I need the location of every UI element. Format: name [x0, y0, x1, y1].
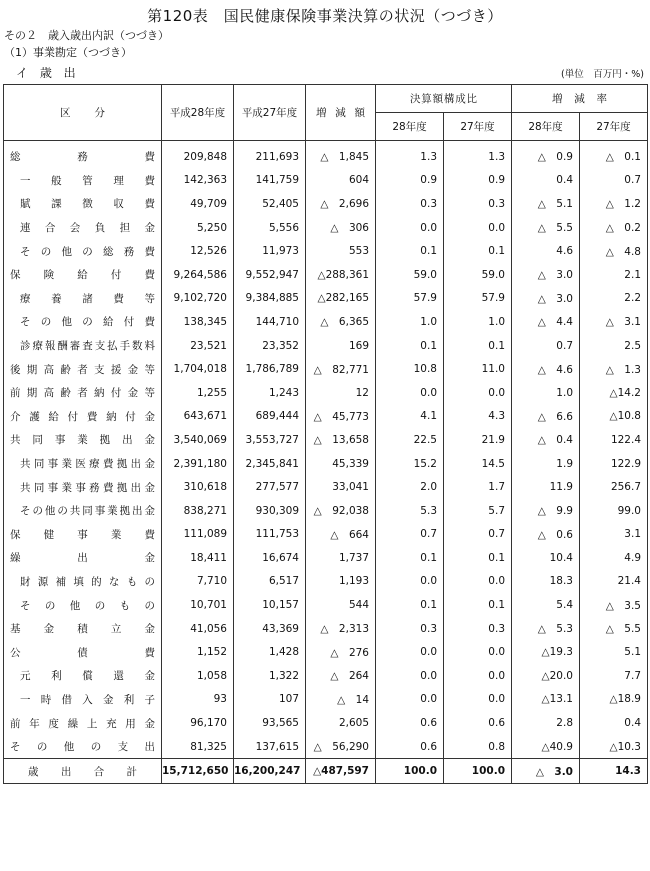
unit-note: (単位 百万円・%) [561, 69, 644, 80]
total-row [4, 759, 648, 784]
cell-diff: 544 [306, 593, 376, 617]
cell-v27: 5,556 [234, 216, 306, 240]
header-composition: 決算額構成比 [376, 85, 512, 113]
cell-diff: △282,165 [306, 287, 376, 311]
cell-diff: △ 664 [306, 523, 376, 547]
cell-v28: 93 [162, 688, 234, 712]
cell-v27: 689,444 [234, 405, 306, 429]
table-row [4, 357, 648, 381]
table-row [4, 428, 648, 452]
expenditure-table [3, 84, 648, 784]
row-label: 繰出金 [4, 546, 162, 570]
header-rate-28: 28年度 [512, 113, 580, 141]
cell-c28: 0.0 [376, 216, 444, 240]
table-row [4, 523, 648, 547]
row-label: 財源補填的なもの [4, 570, 162, 594]
total-cell-diff: △487,597 [306, 759, 376, 784]
cell-r28: 1.0 [512, 381, 580, 405]
table-row [4, 310, 648, 334]
header-change: 増減額 [306, 85, 376, 141]
cell-v27: 1,322 [234, 664, 306, 688]
cell-c28: 0.0 [376, 640, 444, 664]
cell-c28: 5.3 [376, 499, 444, 523]
cell-v28: 49,709 [162, 192, 234, 216]
row-label: その他の共同事業拠出金 [4, 499, 162, 523]
cell-c27: 1.3 [444, 141, 512, 169]
cell-v28: 1,704,018 [162, 357, 234, 381]
header-comp-27: 27年度 [444, 113, 512, 141]
cell-c27: 0.7 [444, 523, 512, 547]
cell-c27: 1.7 [444, 475, 512, 499]
cell-v27: 111,753 [234, 523, 306, 547]
header-rate: 増減率 [512, 85, 648, 113]
cell-c28: 57.9 [376, 287, 444, 311]
table-row [4, 735, 648, 759]
cell-c27: 0.6 [444, 711, 512, 735]
cell-diff: △288,361 [306, 263, 376, 287]
cell-r28: △ 0.6 [512, 523, 580, 547]
cell-c28: 0.9 [376, 169, 444, 193]
cell-diff: 169 [306, 334, 376, 358]
cell-diff: △ 6,365 [306, 310, 376, 334]
cell-c27: 0.1 [444, 546, 512, 570]
cell-r28: △ 4.4 [512, 310, 580, 334]
row-label: その他の給付費 [4, 310, 162, 334]
table-row [4, 169, 648, 193]
cell-r27: 7.7 [580, 664, 648, 688]
cell-r27: 122.4 [580, 428, 648, 452]
cell-c27: 0.0 [444, 688, 512, 712]
cell-r27: 122.9 [580, 452, 648, 476]
row-label: 一般管理費 [4, 169, 162, 193]
cell-v27: 144,710 [234, 310, 306, 334]
cell-r28: 10.4 [512, 546, 580, 570]
cell-r27: △ 1.3 [580, 357, 648, 381]
cell-c27: 0.1 [444, 239, 512, 263]
cell-v27: 2,345,841 [234, 452, 306, 476]
cell-c27: 0.3 [444, 192, 512, 216]
cell-v28: 81,325 [162, 735, 234, 759]
cell-c27: 21.9 [444, 428, 512, 452]
cell-r28: △ 6.6 [512, 405, 580, 429]
table-row [4, 141, 648, 169]
cell-c27: 0.0 [444, 664, 512, 688]
cell-v28: 7,710 [162, 570, 234, 594]
total-cell-c28: 100.0 [376, 759, 444, 784]
row-label: 診療報酬審査支払手数料 [4, 334, 162, 358]
page-title: 第120表 国民健康保険事業決算の状況（つづき） [147, 7, 503, 25]
cell-r28: △19.3 [512, 640, 580, 664]
row-label: 共同事業拠出金 [4, 428, 162, 452]
cell-v27: 9,552,947 [234, 263, 306, 287]
row-label: 共同事業医療費拠出金 [4, 452, 162, 476]
cell-c27: 0.0 [444, 216, 512, 240]
cell-r28: △ 3.0 [512, 287, 580, 311]
cell-v28: 96,170 [162, 711, 234, 735]
cell-v28: 41,056 [162, 617, 234, 641]
cell-r28: △ 5.1 [512, 192, 580, 216]
cell-v28: 18,411 [162, 546, 234, 570]
cell-r28: △ 5.3 [512, 617, 580, 641]
cell-r27: 3.1 [580, 523, 648, 547]
cell-v28: 10,701 [162, 593, 234, 617]
header-kubun: 区分 [4, 85, 162, 141]
cell-r27: 5.1 [580, 640, 648, 664]
cell-c28: 59.0 [376, 263, 444, 287]
cell-v27: 107 [234, 688, 306, 712]
cell-diff: 2,605 [306, 711, 376, 735]
cell-v27: 1,243 [234, 381, 306, 405]
subtitle-account: （1）事業勘定（つづき） [4, 46, 132, 59]
cell-c27: 4.3 [444, 405, 512, 429]
cell-v28: 310,618 [162, 475, 234, 499]
cell-c28: 0.1 [376, 334, 444, 358]
cell-c28: 0.1 [376, 593, 444, 617]
cell-diff: 553 [306, 239, 376, 263]
total-cell-c27: 100.0 [444, 759, 512, 784]
cell-r28: △40.9 [512, 735, 580, 759]
cell-diff: 1,737 [306, 546, 376, 570]
row-label: 療養諸費等 [4, 287, 162, 311]
row-label: 前年度繰上充用金 [4, 711, 162, 735]
cell-v27: 52,405 [234, 192, 306, 216]
total-label: 歳出合計 [4, 759, 162, 784]
cell-r27: 21.4 [580, 570, 648, 594]
cell-r27: 4.9 [580, 546, 648, 570]
cell-c28: 1.0 [376, 310, 444, 334]
cell-diff: 45,339 [306, 452, 376, 476]
cell-diff: 33,041 [306, 475, 376, 499]
cell-c27: 0.0 [444, 640, 512, 664]
total-cell-r27: 14.3 [580, 759, 648, 784]
table-row [4, 664, 648, 688]
cell-r28: 2.8 [512, 711, 580, 735]
table-row [4, 452, 648, 476]
cell-r28: 11.9 [512, 475, 580, 499]
cell-r27: △ 5.5 [580, 617, 648, 641]
table-row [4, 499, 648, 523]
subtitle-breakdown: その２ 歳入歳出内訳（つづき） [4, 29, 169, 42]
cell-c28: 0.1 [376, 239, 444, 263]
row-label: 共同事業事務費拠出金 [4, 475, 162, 499]
cell-r27: △ 3.5 [580, 593, 648, 617]
cell-c28: 4.1 [376, 405, 444, 429]
table-row [4, 617, 648, 641]
cell-c28: 1.3 [376, 141, 444, 169]
table-row [4, 475, 648, 499]
total-cell-v27: 16,200,247 [234, 759, 306, 784]
cell-r28: 0.4 [512, 169, 580, 193]
cell-r27: 256.7 [580, 475, 648, 499]
cell-r27: 2.5 [580, 334, 648, 358]
cell-diff: 604 [306, 169, 376, 193]
header-comp-28: 28年度 [376, 113, 444, 141]
cell-v27: 277,577 [234, 475, 306, 499]
table-row [4, 640, 648, 664]
cell-c28: 0.0 [376, 664, 444, 688]
cell-r27: 2.2 [580, 287, 648, 311]
row-label: その他の支出 [4, 735, 162, 759]
cell-v27: 3,553,727 [234, 428, 306, 452]
cell-v27: 930,309 [234, 499, 306, 523]
row-label: その他の総務費 [4, 239, 162, 263]
cell-r27: △14.2 [580, 381, 648, 405]
cell-r28: 18.3 [512, 570, 580, 594]
cell-diff: △ 2,696 [306, 192, 376, 216]
row-label: 介護給付費納付金 [4, 405, 162, 429]
cell-diff: △ 2,313 [306, 617, 376, 641]
cell-r28: △ 9.9 [512, 499, 580, 523]
cell-c28: 0.1 [376, 546, 444, 570]
cell-r28: △ 4.6 [512, 357, 580, 381]
cell-v28: 9,264,586 [162, 263, 234, 287]
cell-diff: △ 92,038 [306, 499, 376, 523]
cell-v28: 5,250 [162, 216, 234, 240]
cell-r28: △ 3.0 [512, 263, 580, 287]
cell-v28: 23,521 [162, 334, 234, 358]
cell-v27: 43,369 [234, 617, 306, 641]
cell-v28: 643,671 [162, 405, 234, 429]
cell-v27: 211,693 [234, 141, 306, 169]
cell-r28: 4.6 [512, 239, 580, 263]
cell-r28: 0.7 [512, 334, 580, 358]
table-row [4, 381, 648, 405]
table-body [4, 141, 648, 784]
cell-c28: 0.0 [376, 381, 444, 405]
cell-c27: 0.0 [444, 570, 512, 594]
cell-c28: 0.3 [376, 617, 444, 641]
cell-r27: 2.1 [580, 263, 648, 287]
cell-v27: 16,674 [234, 546, 306, 570]
cell-v27: 10,157 [234, 593, 306, 617]
row-label: 元利償還金 [4, 664, 162, 688]
cell-diff: △ 82,771 [306, 357, 376, 381]
cell-r27: 0.7 [580, 169, 648, 193]
header-h27: 平成27年度 [234, 85, 306, 141]
table-row [4, 334, 648, 358]
row-label: 総務費 [4, 141, 162, 169]
cell-diff: △ 13,658 [306, 428, 376, 452]
cell-v27: 93,565 [234, 711, 306, 735]
header-rate-27: 27年度 [580, 113, 648, 141]
cell-c27: 57.9 [444, 287, 512, 311]
cell-c27: 59.0 [444, 263, 512, 287]
cell-diff: 12 [306, 381, 376, 405]
cell-v28: 3,540,069 [162, 428, 234, 452]
row-label: その他のもの [4, 593, 162, 617]
cell-r28: △ 0.4 [512, 428, 580, 452]
header-h28: 平成28年度 [162, 85, 234, 141]
row-label: 連合会負担金 [4, 216, 162, 240]
total-cell-v28: 15,712,650 [162, 759, 234, 784]
row-label: 前期高齢者納付金等 [4, 381, 162, 405]
section-heading: イ 歳 出 [16, 66, 80, 80]
row-label: 賦課徴収費 [4, 192, 162, 216]
row-label: 公債費 [4, 640, 162, 664]
cell-v28: 111,089 [162, 523, 234, 547]
cell-c27: 0.1 [444, 334, 512, 358]
cell-v28: 2,391,180 [162, 452, 234, 476]
cell-c27: 11.0 [444, 357, 512, 381]
cell-c28: 15.2 [376, 452, 444, 476]
cell-c28: 10.8 [376, 357, 444, 381]
cell-r28: 5.4 [512, 593, 580, 617]
cell-r27: △18.9 [580, 688, 648, 712]
cell-c27: 0.8 [444, 735, 512, 759]
cell-c27: 0.1 [444, 593, 512, 617]
cell-diff: △ 276 [306, 640, 376, 664]
table-row [4, 570, 648, 594]
cell-c28: 0.7 [376, 523, 444, 547]
cell-r27: 0.4 [580, 711, 648, 735]
cell-c28: 0.0 [376, 688, 444, 712]
total-cell-r28: △ 3.0 [512, 759, 580, 784]
cell-diff: △ 306 [306, 216, 376, 240]
table-row [4, 711, 648, 735]
cell-v27: 23,352 [234, 334, 306, 358]
cell-v28: 838,271 [162, 499, 234, 523]
table-row [4, 263, 648, 287]
cell-r27: △ 0.1 [580, 141, 648, 169]
table-row [4, 216, 648, 240]
row-label: 後期高齢者支援金等 [4, 357, 162, 381]
cell-c28: 0.3 [376, 192, 444, 216]
cell-v28: 1,152 [162, 640, 234, 664]
cell-v27: 6,517 [234, 570, 306, 594]
table-row [4, 239, 648, 263]
cell-c28: 22.5 [376, 428, 444, 452]
table-row [4, 688, 648, 712]
table-row [4, 287, 648, 311]
cell-c28: 0.0 [376, 570, 444, 594]
cell-r28: △13.1 [512, 688, 580, 712]
table-row [4, 546, 648, 570]
row-label: 基金積立金 [4, 617, 162, 641]
cell-c27: 0.3 [444, 617, 512, 641]
cell-r28: △20.0 [512, 664, 580, 688]
table-row [4, 405, 648, 429]
cell-c27: 5.7 [444, 499, 512, 523]
cell-diff: △ 56,290 [306, 735, 376, 759]
cell-r27: △ 4.8 [580, 239, 648, 263]
cell-v28: 209,848 [162, 141, 234, 169]
cell-r27: 99.0 [580, 499, 648, 523]
cell-v28: 142,363 [162, 169, 234, 193]
cell-v27: 137,615 [234, 735, 306, 759]
cell-diff: △ 14 [306, 688, 376, 712]
cell-diff: △ 45,773 [306, 405, 376, 429]
cell-r28: 1.9 [512, 452, 580, 476]
cell-diff: △ 1,845 [306, 141, 376, 169]
cell-v27: 141,759 [234, 169, 306, 193]
cell-v27: 9,384,885 [234, 287, 306, 311]
cell-v28: 1,058 [162, 664, 234, 688]
cell-c28: 0.6 [376, 735, 444, 759]
cell-c27: 14.5 [444, 452, 512, 476]
cell-v28: 1,255 [162, 381, 234, 405]
cell-v27: 1,786,789 [234, 357, 306, 381]
cell-diff: 1,193 [306, 570, 376, 594]
cell-c27: 0.0 [444, 381, 512, 405]
row-label: 保険給付費 [4, 263, 162, 287]
cell-r27: △10.3 [580, 735, 648, 759]
cell-c27: 0.9 [444, 169, 512, 193]
cell-v27: 11,973 [234, 239, 306, 263]
cell-r27: △ 1.2 [580, 192, 648, 216]
table-row [4, 192, 648, 216]
cell-r27: △ 0.2 [580, 216, 648, 240]
row-label: 一時借入金利子 [4, 688, 162, 712]
cell-v28: 138,345 [162, 310, 234, 334]
table-row [4, 593, 648, 617]
cell-c27: 1.0 [444, 310, 512, 334]
cell-c28: 2.0 [376, 475, 444, 499]
cell-v27: 1,428 [234, 640, 306, 664]
cell-diff: △ 264 [306, 664, 376, 688]
cell-c28: 0.6 [376, 711, 444, 735]
cell-v28: 9,102,720 [162, 287, 234, 311]
cell-r27: △ 3.1 [580, 310, 648, 334]
cell-r28: △ 5.5 [512, 216, 580, 240]
cell-r27: △10.8 [580, 405, 648, 429]
cell-v28: 12,526 [162, 239, 234, 263]
cell-r28: △ 0.9 [512, 141, 580, 169]
row-label: 保健事業費 [4, 523, 162, 547]
